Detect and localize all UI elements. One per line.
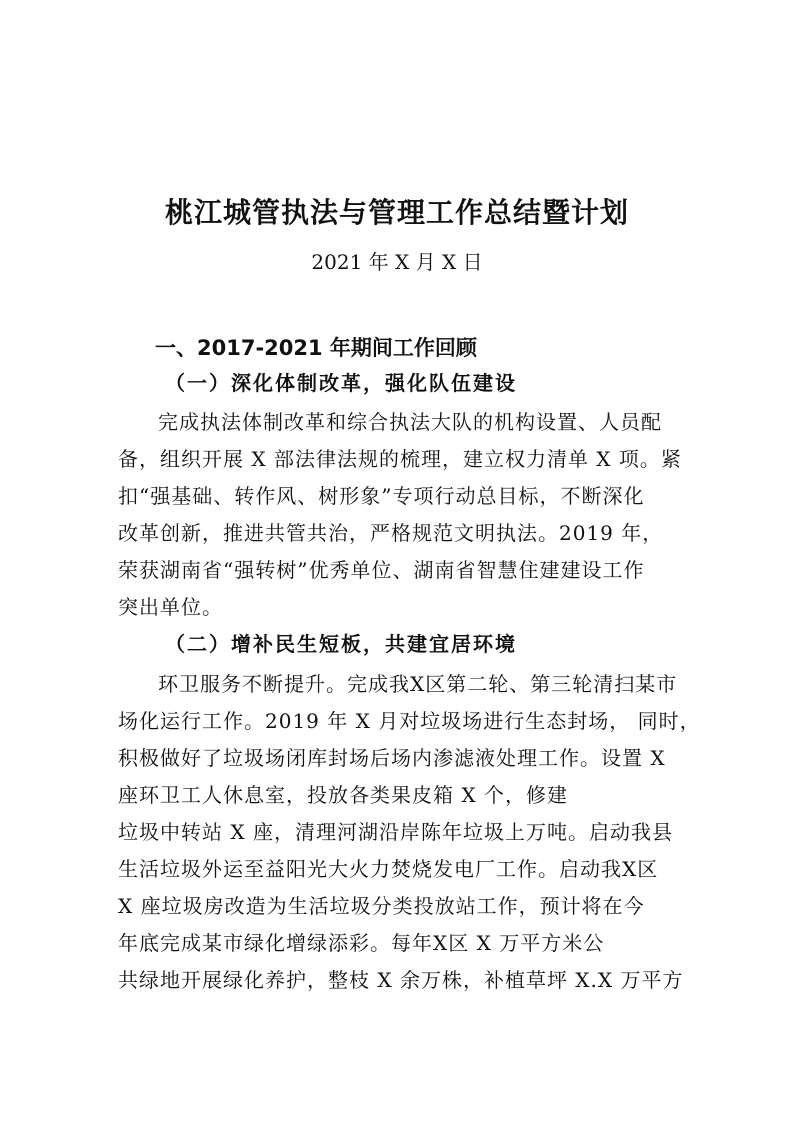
paragraph-line: 场化运行工作。2019 年 X 月对垃圾场进行生态封场， 同时， — [118, 709, 701, 733]
paragraph-line: 荣获湖南省“强转树”优秀单位、湖南省智慧住建建设工作 — [118, 558, 645, 582]
subsection-heading-1: （一）深化体制改革，强化队伍建设 — [165, 371, 517, 395]
paragraph-line: 扣“强基础、转作风、树形象”专项行动总目标，不断深化 — [118, 484, 645, 508]
paragraph-line: 完成执法体制改革和综合执法大队的机构设置、人员配 — [158, 410, 662, 434]
paragraph-line: 环卫服务不断提升。完成我X区第二轮、第三轮清扫某市 — [158, 672, 678, 696]
paragraph-line: X 座垃圾房改造为生活垃圾分类投放站工作，预计将在今 — [118, 894, 645, 918]
paragraph-line: 改革创新，推进共管共治，严格规范文明执法。2019 年， — [118, 521, 664, 545]
subsection-heading-2: （二）增补民生短板，共建宜居环境 — [165, 632, 517, 656]
paragraph-line: 备，组织开展 X 部法律法规的梳理，建立权力清单 X 项。紧 — [118, 447, 682, 471]
paragraph-line: 年底完成某市绿化增绿添彩。每年X区 X 万平方米公 — [118, 931, 605, 955]
document-date: 2021 年 X 月 X 日 — [311, 250, 483, 274]
section-heading: 一、2017-2021 年期间工作回顾 — [155, 336, 477, 360]
paragraph-line: 积极做好了垃圾场闭库封场后场内渗滤液处理工作。设置 X — [118, 746, 666, 770]
document-title: 桃江城管执法与管理工作总结暨计划 — [164, 196, 629, 229]
paragraph-line: 生活垃圾外运至益阳光大火力焚烧发电厂工作。启动我X区 — [118, 857, 659, 881]
paragraph-line: 垃圾中转站 X 座，清理河湖沿岸陈年垃圾上万吨。启动我县 — [118, 820, 673, 844]
paragraph-line: 突出单位。 — [118, 595, 223, 619]
paragraph-line: 共绿地开展绿化养护，整枝 X 余万株，补植草坪 X.X 万平方 — [118, 968, 684, 992]
paragraph-line: 座环卫工人休息室，投放各类果皮箱 X 个，修建 — [118, 783, 568, 807]
